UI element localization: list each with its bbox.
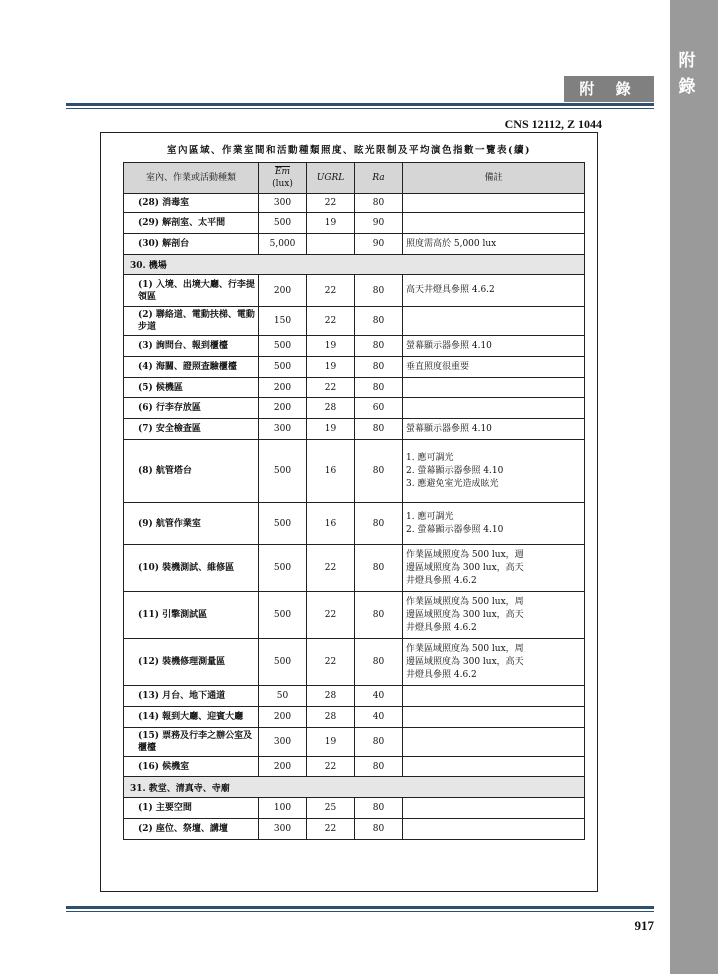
row-ugr: 19 <box>307 357 355 378</box>
header-rule-thin <box>66 108 654 109</box>
row-ugr: 22 <box>307 194 355 213</box>
table-row <box>124 639 585 686</box>
row-ugr: 22 <box>307 592 355 639</box>
col-ugr: UGRL <box>307 163 355 194</box>
row-ugr: 19 <box>307 728 355 757</box>
remark-line: 作業區域照度為 500 lux，周 <box>406 596 524 607</box>
remark-line: 螢幕顯示器參照 4.10 <box>406 340 492 351</box>
row-em: 500 <box>259 639 307 686</box>
row-ra: 80 <box>355 194 403 213</box>
row-ra: 90 <box>355 213 403 234</box>
row-em: 200 <box>259 757 307 777</box>
page-number: 917 <box>634 918 654 933</box>
row-em: 200 <box>259 707 307 728</box>
row-em: 500 <box>259 592 307 639</box>
table-row <box>124 545 585 592</box>
row-remarks <box>403 234 585 255</box>
row-label: (4) 海關、證照查驗櫃檯 <box>124 357 259 378</box>
side-tab <box>670 0 718 974</box>
table-title: 室內區域、作業室間和活動種類照度、眩光限制及平均演色指數一覽表(續) <box>167 145 531 156</box>
row-ugr: 19 <box>307 336 355 357</box>
row-ugr: 16 <box>307 440 355 503</box>
row-remarks <box>403 757 585 777</box>
row-label: (2) 座位、祭壇、講壇 <box>124 819 259 840</box>
row-em: 500 <box>259 440 307 503</box>
row-em: 300 <box>259 419 307 440</box>
em-unit: (lux) <box>272 179 293 189</box>
row-ugr: 22 <box>307 819 355 840</box>
row-em: 500 <box>259 545 307 592</box>
illuminance-table <box>123 162 585 840</box>
row-label: (11) 引擎測試區 <box>124 592 259 639</box>
row-ra: 80 <box>355 757 403 777</box>
row-em: 200 <box>259 398 307 419</box>
row-ra: 40 <box>355 707 403 728</box>
row-remarks <box>403 357 585 378</box>
table-row <box>124 234 585 255</box>
row-em: 100 <box>259 798 307 819</box>
row-remarks <box>403 639 585 686</box>
row-ra: 80 <box>355 728 403 757</box>
table-row <box>124 194 585 213</box>
row-em: 5,000 <box>259 234 307 255</box>
table-row <box>124 336 585 357</box>
row-label: (28) 消毒室 <box>124 194 259 213</box>
row-ra: 80 <box>355 592 403 639</box>
row-em: 150 <box>259 307 307 336</box>
row-remarks <box>403 275 585 307</box>
em-symbol: $\overline{Em}$ <box>274 167 291 177</box>
col-remarks: 備註 <box>403 163 585 194</box>
row-em: 50 <box>259 686 307 707</box>
row-ra: 80 <box>355 307 403 336</box>
header-rule <box>66 103 654 106</box>
table-row <box>124 819 585 840</box>
row-remarks <box>403 194 585 213</box>
row-label: (1) 主要空間 <box>124 798 259 819</box>
table-row <box>124 757 585 777</box>
row-remarks <box>403 440 585 503</box>
section-header: 附 錄 <box>564 76 654 102</box>
row-ugr: 22 <box>307 639 355 686</box>
table-row <box>124 503 585 545</box>
row-remarks <box>403 503 585 545</box>
row-em: 200 <box>259 378 307 398</box>
row-ra: 80 <box>355 440 403 503</box>
col-em <box>259 163 307 194</box>
footer-rule-thin <box>66 911 654 912</box>
table-header-row <box>124 163 585 194</box>
table-row <box>124 707 585 728</box>
row-ugr: 22 <box>307 307 355 336</box>
remark-line: 2. 螢幕顯示器參照 4.10 <box>406 524 504 535</box>
category-row <box>124 777 585 798</box>
row-label: (8) 航管塔台 <box>124 440 259 503</box>
row-label: (5) 候機區 <box>124 378 259 398</box>
row-ugr: 19 <box>307 213 355 234</box>
row-remarks <box>403 707 585 728</box>
side-tab-label: 附錄 <box>678 51 696 97</box>
col-area: 室內、作業或活動種類 <box>124 163 259 194</box>
row-label: (16) 候機室 <box>124 757 259 777</box>
row-label: (2) 聯絡道、電動扶梯、電動步道 <box>124 307 259 336</box>
table-row <box>124 307 585 336</box>
row-em: 500 <box>259 503 307 545</box>
table-row <box>124 440 585 503</box>
row-remarks <box>403 336 585 357</box>
row-ra: 80 <box>355 336 403 357</box>
row-remarks <box>403 213 585 234</box>
row-label: (29) 解剖室、太平間 <box>124 213 259 234</box>
row-ugr: 28 <box>307 707 355 728</box>
remark-line: 2. 螢幕顯示器參照 4.10 <box>406 465 504 476</box>
row-ugr: 22 <box>307 545 355 592</box>
row-em: 500 <box>259 213 307 234</box>
row-label: (3) 詢問台、報到櫃檯 <box>124 336 259 357</box>
table-row <box>124 592 585 639</box>
row-ugr: 22 <box>307 378 355 398</box>
table-body <box>124 194 585 840</box>
row-ugr: 28 <box>307 398 355 419</box>
row-label: (6) 行李存放區 <box>124 398 259 419</box>
table-row <box>124 728 585 757</box>
row-ugr <box>307 234 355 255</box>
footer-rule <box>66 906 654 909</box>
remark-line: 螢幕顯示器參照 4.10 <box>406 423 492 434</box>
remark-line: 1. 應可調光 <box>406 511 454 522</box>
remark-line: 作業區域照度為 500 lux，周 <box>406 643 524 654</box>
row-label: (30) 解剖台 <box>124 234 259 255</box>
table-row <box>124 398 585 419</box>
row-remarks <box>403 798 585 819</box>
table-row <box>124 275 585 307</box>
row-remarks <box>403 592 585 639</box>
remark-line: 垂直照度很重要 <box>406 361 470 372</box>
row-ra: 80 <box>355 639 403 686</box>
remark-line: 邊區域照度為 300 lux，高天 <box>406 656 524 667</box>
row-remarks <box>403 419 585 440</box>
row-remarks <box>403 378 585 398</box>
row-label: (12) 裝機修理測量區 <box>124 639 259 686</box>
remark-line: 1. 應可調光 <box>406 452 454 463</box>
table-row <box>124 378 585 398</box>
row-ugr: 25 <box>307 798 355 819</box>
row-ra: 80 <box>355 378 403 398</box>
remark-line: 邊區域照度為 300 lux，高天 <box>406 609 524 620</box>
remark-line: 高天井燈具參照 4.6.2 <box>406 285 495 295</box>
row-ugr: 16 <box>307 503 355 545</box>
row-label: (9) 航管作業室 <box>124 503 259 545</box>
row-label: (7) 安全檢查區 <box>124 419 259 440</box>
remark-line: 井燈具參照 4.6.2 <box>406 622 477 633</box>
row-em: 300 <box>259 819 307 840</box>
row-ugr: 22 <box>307 757 355 777</box>
row-ugr: 19 <box>307 419 355 440</box>
remark-line: 照度需高於 5,000 lux <box>406 238 497 249</box>
row-ra: 40 <box>355 686 403 707</box>
row-ra: 80 <box>355 819 403 840</box>
row-em: 300 <box>259 728 307 757</box>
remark-line: 3. 應避免室光造成眩光 <box>406 478 499 489</box>
row-ra: 80 <box>355 545 403 592</box>
row-label: (1) 入境、出境大廳、行李提領區 <box>124 275 259 307</box>
col-ra: Ra <box>355 163 403 194</box>
table-row <box>124 357 585 378</box>
remark-line: 井燈具參照 4.6.2 <box>406 669 477 680</box>
row-ugr: 22 <box>307 275 355 307</box>
row-em: 500 <box>259 336 307 357</box>
table-row <box>124 798 585 819</box>
row-label: (13) 月台、地下通道 <box>124 686 259 707</box>
row-remarks <box>403 728 585 757</box>
row-em: 500 <box>259 357 307 378</box>
row-remarks <box>403 819 585 840</box>
table-row <box>124 213 585 234</box>
row-label: (14) 報到大廳、迎賓大廳 <box>124 707 259 728</box>
row-em: 200 <box>259 275 307 307</box>
row-remarks <box>403 686 585 707</box>
remark-line: 邊區域照度為 300 lux，高天 <box>406 562 524 573</box>
row-remarks <box>403 307 585 336</box>
row-ra: 80 <box>355 419 403 440</box>
row-ra: 90 <box>355 234 403 255</box>
row-ra: 80 <box>355 798 403 819</box>
row-ra: 80 <box>355 503 403 545</box>
row-label: (15) 票務及行李之辦公室及櫃檯 <box>124 728 259 757</box>
row-em: 300 <box>259 194 307 213</box>
row-remarks <box>403 545 585 592</box>
standard-code: CNS 12112, Z 1044 <box>504 117 602 131</box>
table-row <box>124 419 585 440</box>
remark-line: 作業區域照度為 500 lux，週 <box>406 549 524 560</box>
row-remarks <box>403 398 585 419</box>
row-label: (10) 裝機測試、維修區 <box>124 545 259 592</box>
row-ra: 60 <box>355 398 403 419</box>
row-ra: 80 <box>355 275 403 307</box>
category-label: 30. 機場 <box>124 255 585 275</box>
category-row <box>124 255 585 275</box>
row-ugr: 28 <box>307 686 355 707</box>
remark-line: 井燈具參照 4.6.2 <box>406 575 477 586</box>
row-ra: 80 <box>355 357 403 378</box>
category-label: 31. 教堂、清真寺、寺廟 <box>124 777 585 798</box>
table-row <box>124 686 585 707</box>
